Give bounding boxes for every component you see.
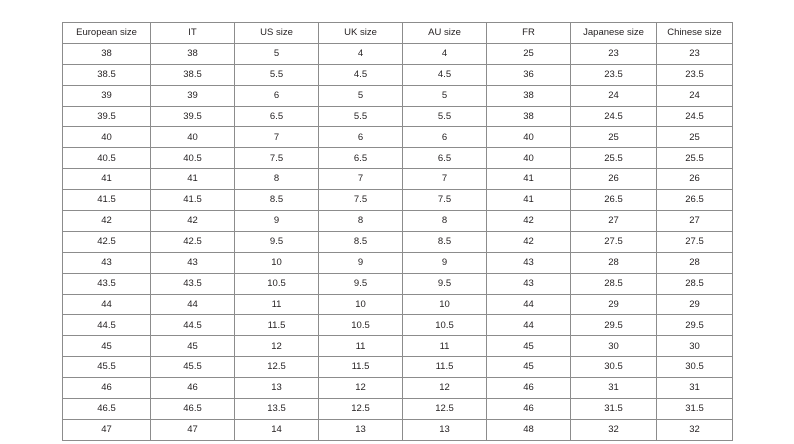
table-cell: 43: [487, 273, 571, 294]
table-cell: 40.5: [63, 148, 151, 169]
table-cell: 44: [487, 294, 571, 315]
table-cell: 28.5: [657, 273, 733, 294]
table-cell: 38.5: [63, 64, 151, 85]
table-cell: 6: [319, 127, 403, 148]
table-cell: 9.5: [319, 273, 403, 294]
table-cell: 46: [487, 399, 571, 420]
table-cell: 11: [403, 336, 487, 357]
table-cell: 44.5: [151, 315, 235, 336]
table-header-row: [63, 23, 733, 44]
table-cell: 40: [151, 127, 235, 148]
table-row: [63, 273, 733, 294]
table-cell: 43: [151, 252, 235, 273]
column-header: Japanese size: [571, 23, 657, 44]
table-cell: 24: [657, 85, 733, 106]
table-cell: 6: [403, 127, 487, 148]
table-row: [63, 315, 733, 336]
table-cell: 38.5: [151, 64, 235, 85]
table-cell: 38: [151, 43, 235, 64]
table-cell: 47: [151, 419, 235, 440]
table-row: [63, 211, 733, 232]
table-cell: 46.5: [151, 399, 235, 420]
table-cell: 6.5: [403, 148, 487, 169]
table-cell: 45: [487, 336, 571, 357]
table-cell: 4.5: [319, 64, 403, 85]
table-cell: 44: [151, 294, 235, 315]
table-row: [63, 294, 733, 315]
table-cell: 8.5: [235, 190, 319, 211]
table-row: [63, 252, 733, 273]
table-cell: 41: [151, 169, 235, 190]
table-cell: 4.5: [403, 64, 487, 85]
table-cell: 42: [151, 211, 235, 232]
table-cell: 29.5: [571, 315, 657, 336]
table-cell: 44: [487, 315, 571, 336]
table-cell: 25: [657, 127, 733, 148]
table-cell: 28.5: [571, 273, 657, 294]
column-header: Chinese size: [657, 23, 733, 44]
table-cell: 11.5: [235, 315, 319, 336]
table-cell: 8: [235, 169, 319, 190]
table-row: [63, 357, 733, 378]
table-cell: 5: [319, 85, 403, 106]
table-row: [63, 127, 733, 148]
table-cell: 7: [319, 169, 403, 190]
table-cell: 12: [403, 378, 487, 399]
column-header: US size: [235, 23, 319, 44]
table-cell: 26.5: [657, 190, 733, 211]
column-header: IT: [151, 23, 235, 44]
table-cell: 14: [235, 419, 319, 440]
table-cell: 24: [571, 85, 657, 106]
table-cell: 42.5: [63, 231, 151, 252]
table-cell: 39.5: [63, 106, 151, 127]
table-cell: 42: [487, 231, 571, 252]
table-cell: 42.5: [151, 231, 235, 252]
table-cell: 8: [403, 211, 487, 232]
table-cell: 10: [235, 252, 319, 273]
table-cell: 25: [487, 43, 571, 64]
table-cell: 38: [63, 43, 151, 64]
table-cell: 9: [403, 252, 487, 273]
table-cell: 38: [487, 85, 571, 106]
table-cell: 11: [235, 294, 319, 315]
table-cell: 27.5: [657, 231, 733, 252]
table-row: [63, 190, 733, 211]
table-cell: 13.5: [235, 399, 319, 420]
table-cell: 11: [319, 336, 403, 357]
table-cell: 12: [235, 336, 319, 357]
table-cell: 10.5: [235, 273, 319, 294]
table-cell: 43.5: [151, 273, 235, 294]
table-cell: 46: [63, 378, 151, 399]
table-row: [63, 148, 733, 169]
table-cell: 40: [63, 127, 151, 148]
table-cell: 40: [487, 148, 571, 169]
table-header: [63, 23, 733, 44]
table-cell: 39: [151, 85, 235, 106]
table-cell: 9.5: [235, 231, 319, 252]
table-cell: 38: [487, 106, 571, 127]
table-cell: 41.5: [151, 190, 235, 211]
table-cell: 30: [657, 336, 733, 357]
table-cell: 23: [657, 43, 733, 64]
table-cell: 12.5: [403, 399, 487, 420]
table-cell: 5: [403, 85, 487, 106]
table-cell: 31: [657, 378, 733, 399]
size-conversion-table: [62, 22, 733, 441]
table-cell: 6.5: [319, 148, 403, 169]
table-cell: 41: [487, 190, 571, 211]
table-row: [63, 43, 733, 64]
table-cell: 10.5: [403, 315, 487, 336]
table-cell: 29.5: [657, 315, 733, 336]
table-cell: 43: [487, 252, 571, 273]
table-cell: 6.5: [235, 106, 319, 127]
table-cell: 41.5: [63, 190, 151, 211]
table-cell: 32: [571, 419, 657, 440]
table-cell: 7: [403, 169, 487, 190]
table-cell: 47: [63, 419, 151, 440]
table-cell: 7.5: [319, 190, 403, 211]
table-cell: 45.5: [63, 357, 151, 378]
table-cell: 27.5: [571, 231, 657, 252]
table-cell: 36: [487, 64, 571, 85]
table-cell: 28: [571, 252, 657, 273]
table-cell: 32: [657, 419, 733, 440]
table-cell: 13: [235, 378, 319, 399]
table-cell: 31: [571, 378, 657, 399]
table-cell: 10: [403, 294, 487, 315]
table-cell: 43: [63, 252, 151, 273]
table-cell: 29: [571, 294, 657, 315]
table-cell: 30.5: [657, 357, 733, 378]
table-cell: 11.5: [403, 357, 487, 378]
table-cell: 4: [319, 43, 403, 64]
table-cell: 48: [487, 419, 571, 440]
table-row: [63, 419, 733, 440]
table-cell: 41: [63, 169, 151, 190]
table-cell: 12: [319, 378, 403, 399]
table-cell: 8.5: [403, 231, 487, 252]
table-cell: 45: [151, 336, 235, 357]
table-cell: 7.5: [403, 190, 487, 211]
table-cell: 41: [487, 169, 571, 190]
table-cell: 26: [571, 169, 657, 190]
table-cell: 45: [487, 357, 571, 378]
table-cell: 44.5: [63, 315, 151, 336]
table-cell: 25: [571, 127, 657, 148]
table-row: [63, 399, 733, 420]
column-header: UK size: [319, 23, 403, 44]
table-cell: 23.5: [571, 64, 657, 85]
size-conversion-table-container: [62, 22, 732, 441]
table-cell: 42: [487, 211, 571, 232]
table-row: [63, 378, 733, 399]
table-cell: 45.5: [151, 357, 235, 378]
column-header: FR: [487, 23, 571, 44]
table-cell: 46: [487, 378, 571, 399]
table-cell: 40.5: [151, 148, 235, 169]
table-row: [63, 85, 733, 106]
table-cell: 28: [657, 252, 733, 273]
table-cell: 29: [657, 294, 733, 315]
table-cell: 45: [63, 336, 151, 357]
table-body: [63, 43, 733, 440]
table-cell: 31.5: [571, 399, 657, 420]
table-cell: 10.5: [319, 315, 403, 336]
table-cell: 42: [63, 211, 151, 232]
table-row: [63, 231, 733, 252]
table-cell: 13: [403, 419, 487, 440]
table-cell: 30: [571, 336, 657, 357]
table-cell: 30.5: [571, 357, 657, 378]
table-cell: 12.5: [235, 357, 319, 378]
table-cell: 25.5: [657, 148, 733, 169]
table-cell: 39: [63, 85, 151, 106]
table-cell: 39.5: [151, 106, 235, 127]
table-cell: 13: [319, 419, 403, 440]
table-cell: 27: [571, 211, 657, 232]
table-row: [63, 106, 733, 127]
table-cell: 8: [319, 211, 403, 232]
table-cell: 24.5: [657, 106, 733, 127]
table-row: [63, 336, 733, 357]
table-cell: 26: [657, 169, 733, 190]
table-cell: 7: [235, 127, 319, 148]
table-cell: 9: [235, 211, 319, 232]
table-cell: 5: [235, 43, 319, 64]
table-row: [63, 64, 733, 85]
table-cell: 46: [151, 378, 235, 399]
table-cell: 44: [63, 294, 151, 315]
table-cell: 6: [235, 85, 319, 106]
table-cell: 5.5: [235, 64, 319, 85]
table-cell: 5.5: [403, 106, 487, 127]
table-cell: 27: [657, 211, 733, 232]
table-cell: 8.5: [319, 231, 403, 252]
table-cell: 26.5: [571, 190, 657, 211]
table-cell: 23: [571, 43, 657, 64]
table-cell: 9.5: [403, 273, 487, 294]
table-cell: 43.5: [63, 273, 151, 294]
table-row: [63, 169, 733, 190]
table-cell: 46.5: [63, 399, 151, 420]
table-cell: 24.5: [571, 106, 657, 127]
table-cell: 25.5: [571, 148, 657, 169]
table-cell: 9: [319, 252, 403, 273]
table-cell: 5.5: [319, 106, 403, 127]
table-cell: 23.5: [657, 64, 733, 85]
table-cell: 31.5: [657, 399, 733, 420]
column-header: European size: [63, 23, 151, 44]
table-cell: 12.5: [319, 399, 403, 420]
table-cell: 10: [319, 294, 403, 315]
column-header: AU size: [403, 23, 487, 44]
table-cell: 7.5: [235, 148, 319, 169]
table-cell: 4: [403, 43, 487, 64]
table-cell: 11.5: [319, 357, 403, 378]
table-cell: 40: [487, 127, 571, 148]
